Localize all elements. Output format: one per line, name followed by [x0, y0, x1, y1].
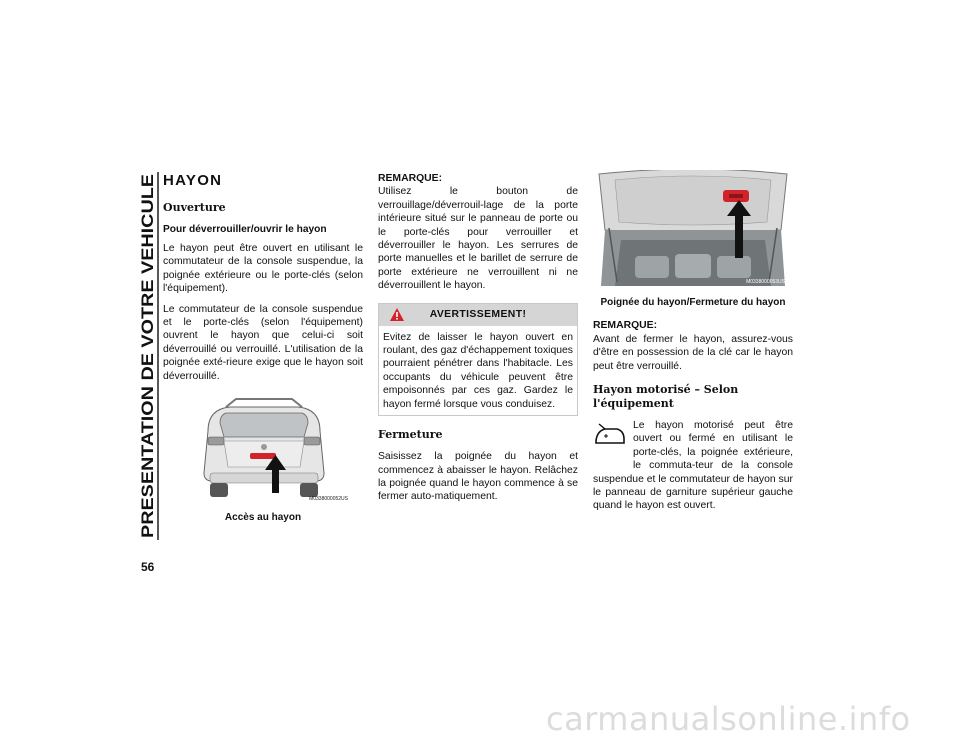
note-text: Avant de fermer le hayon, assurez-vous d'être en possession de la clé car le hayon peut être verrouillé. [593, 333, 793, 372]
paragraph: Le hayon motorisé peut être ouvert ou fermé en utilisant le porte-clés, la poignée extérieure, le commuta-teur de la console suspendue et le commutateur de hayon sur le panneau de garniture supérieur gauche quand le hayon est ouvert. [593, 420, 793, 512]
warning-text: Evitez de laisser le hayon ouvert en roulant, des gaz d'échappement toxiques pourraient pénétrer dans l'habitacle. Les occupants du véhicule peuvent être empoisonnés par ces gaz. Gardez le hayon fermé lorsque vous conduisez. [383, 331, 573, 410]
column-1 [163, 172, 363, 534]
figure-caption: Poignée du hayon/Fermeture du hayon [600, 297, 786, 308]
section-heading: HAYON [163, 172, 223, 189]
watermark: carmanualsonline.info [546, 700, 911, 738]
warning-header [379, 304, 577, 326]
note-label: REMARQUE: [593, 320, 658, 332]
suv-rear-illustration [178, 395, 348, 505]
figure-liftgate-handle [595, 170, 791, 290]
figure-code: M0338000052US [309, 495, 348, 502]
subheading-power-liftgate: Hayon motorisé – Selon l'équipement [593, 383, 739, 411]
figure-code: M0338000053US [746, 278, 785, 285]
power-liftgate-icon [593, 423, 627, 451]
figure-liftgate-access [178, 395, 348, 505]
paragraph: Saisissez la poignée du hayon et commencez à abaisser le hayon. Relâchez la poignée quand le hayon commence à se fermer auto-matiquement. [378, 451, 578, 503]
column-2 [378, 172, 578, 511]
open-liftgate-illustration [595, 170, 791, 290]
figure-caption: Accès au hayon [224, 512, 302, 524]
subheading-ouverture: Ouverture [163, 201, 226, 214]
sidebar-section-title-text: PRESENTATION DE VOTRE VEHICULE [139, 240, 157, 538]
paragraph: Le commutateur de la console suspendue et le porte-clés (selon l'équipement) ouvrent le hayon que celui-ci soit déverrouillé ou verrouillé. L'utilisation de la poignée exté-rieure exige que le hayon soit déverrouillé. [163, 303, 363, 382]
paragraph: Le hayon peut être ouvert en utilisant le commutateur de la console suspendue, la poignée extérieure ou le porte-clés (selon l'équipement). [163, 243, 363, 295]
power-liftgate-icon-wrap [593, 419, 633, 467]
subheading-fermeture: Fermeture [378, 428, 443, 442]
subsubheading-unlock: Pour déverrouiller/ouvrir le hayon [163, 224, 327, 235]
note-label: REMARQUE: [378, 173, 443, 184]
note-text: Utilisez le bouton de verrouillage/déverrouil-lage de la porte intérieure situé sur le panneau de porte ou le porte-clés pour verrouiller et déverrouiller le hayon. Les serrures de porte manuelles et le barillet de serrure de porte extérieure ne verrouillent ni ne déverrouillent le hayon. [378, 186, 578, 292]
warning-title: AVERTISSEMENT! [429, 308, 527, 320]
warning-box [378, 303, 578, 416]
sidebar-section-title [138, 172, 160, 540]
column-3 [593, 170, 793, 520]
page-number: 56 [141, 560, 155, 574]
